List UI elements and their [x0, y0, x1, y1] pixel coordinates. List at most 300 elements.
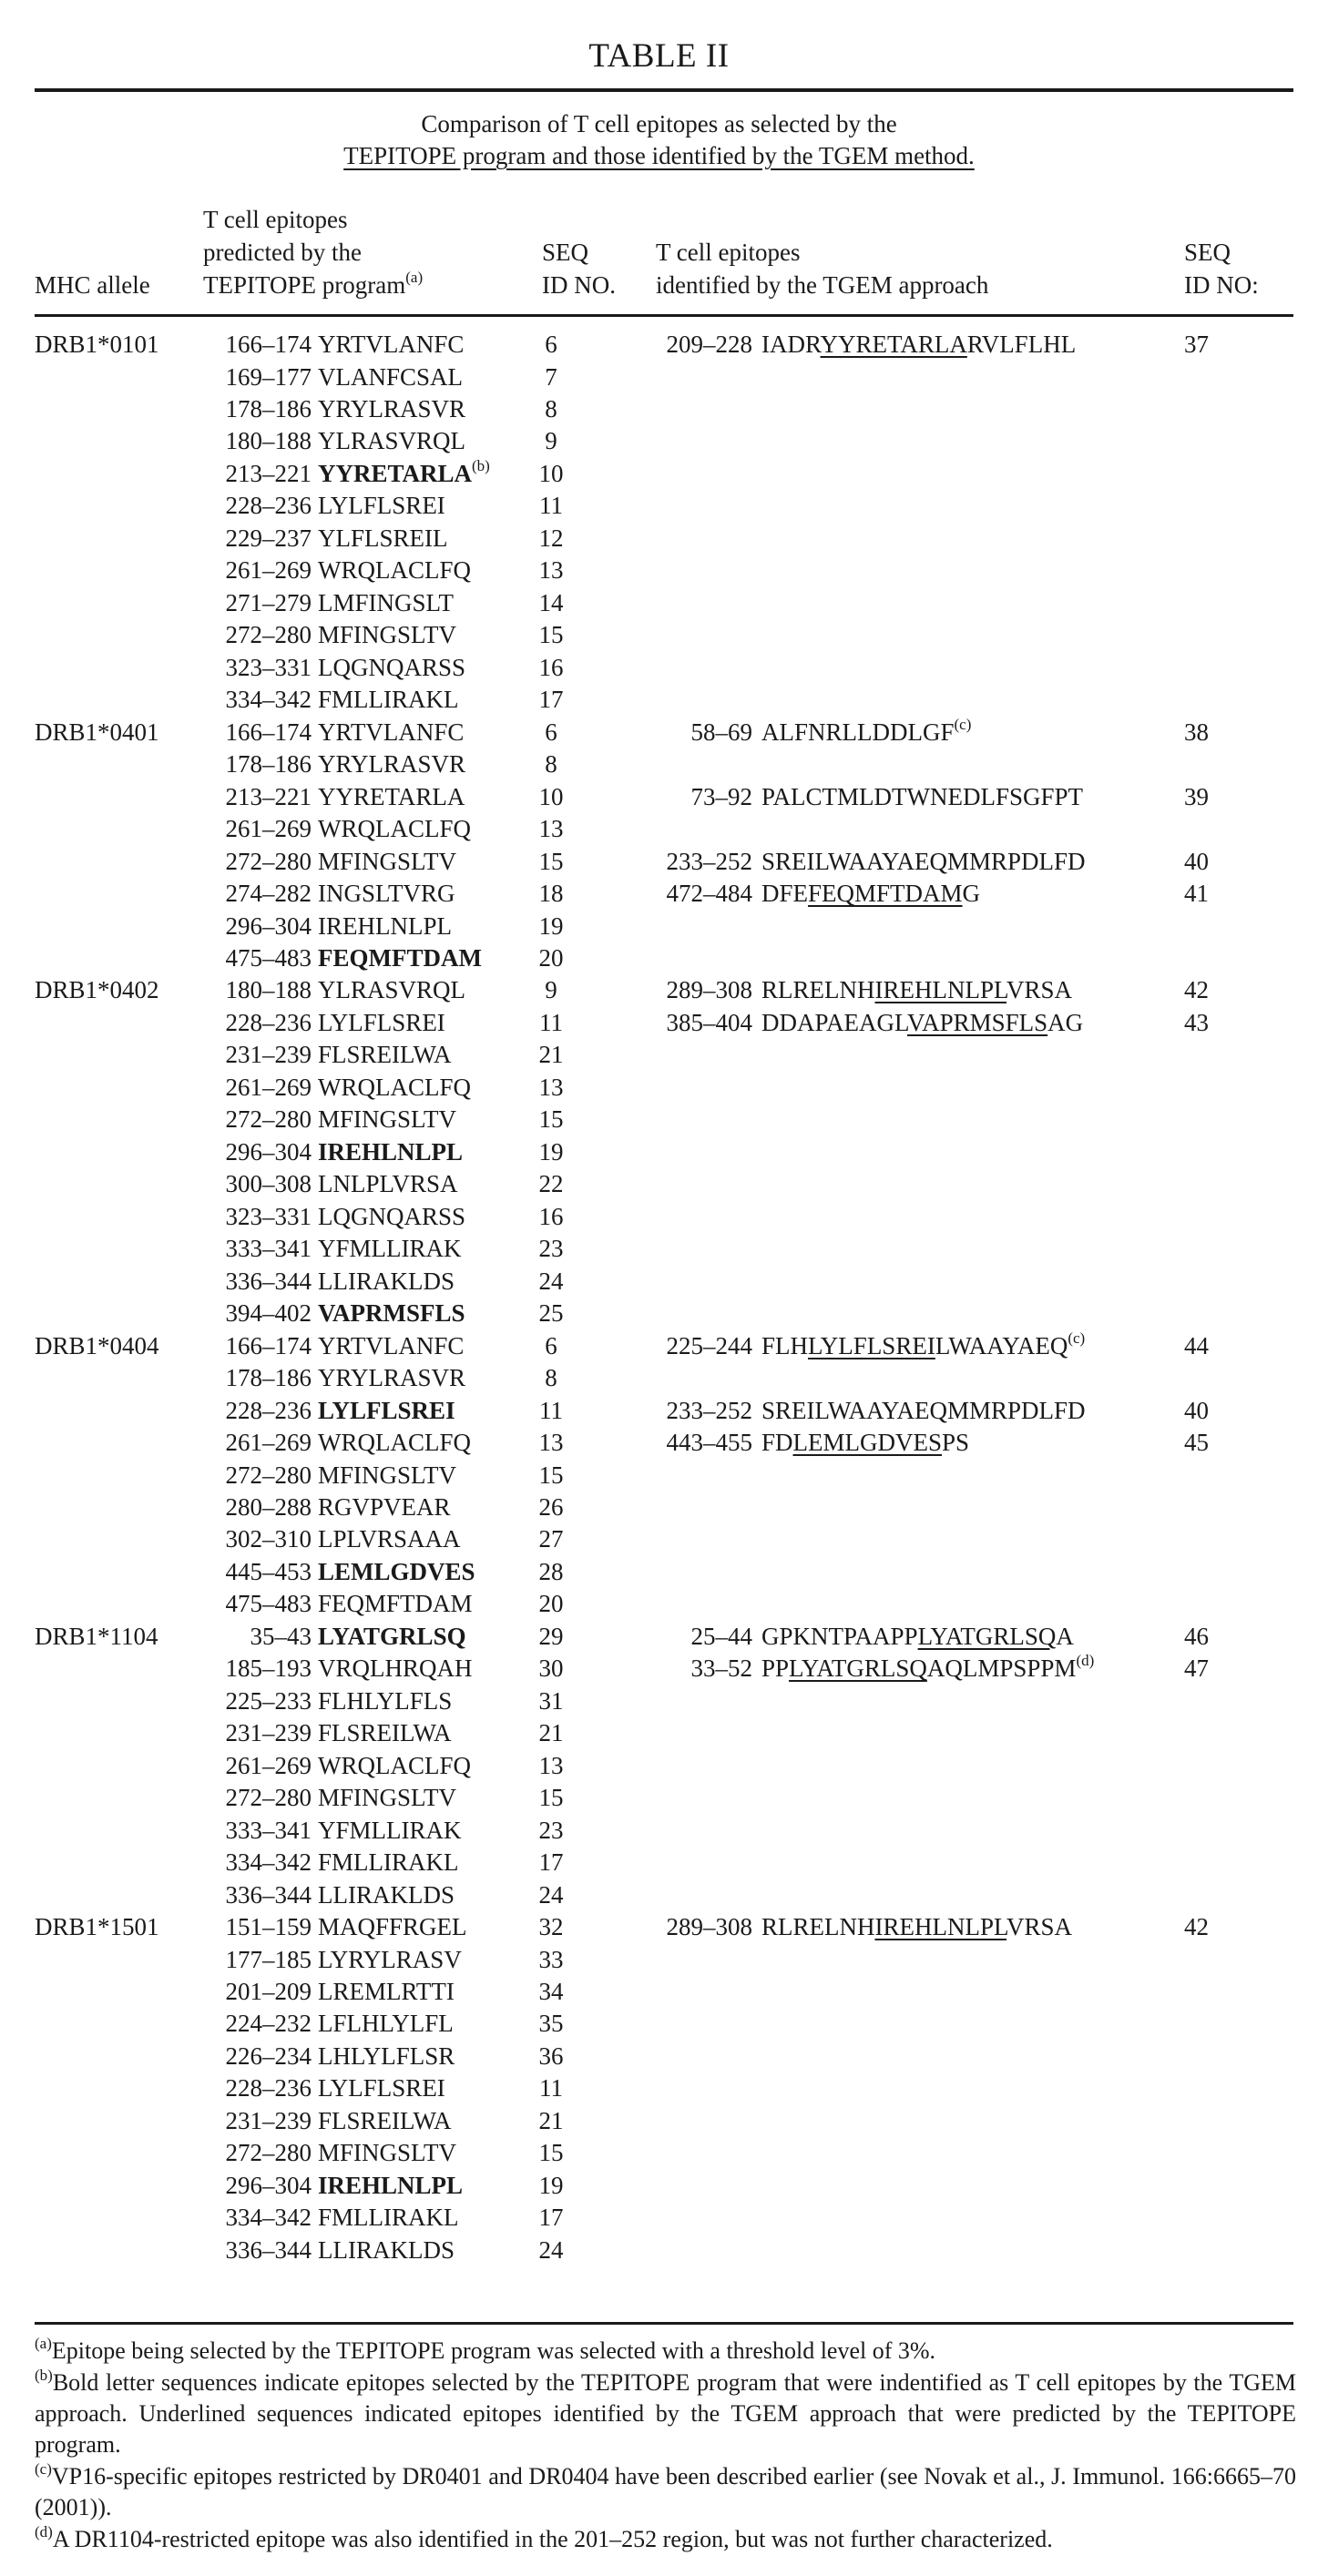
sequence-text: WRQLACLFQ — [318, 815, 471, 842]
sequence-text: LQGNQARSS — [318, 654, 465, 681]
tepitope-seq-id: 15 — [533, 1459, 569, 1492]
tgem-residue-range: 25–44 — [638, 1620, 752, 1653]
tgem-sequence — [761, 1329, 1085, 1362]
sequence-text: YLRASVRQL — [318, 427, 465, 454]
tepitope-sequence — [318, 1846, 459, 1879]
sequence-text: YYRETARLA — [318, 783, 465, 810]
tepitope-residue-range: 231–239 — [199, 1038, 312, 1071]
tepitope-sequence — [318, 910, 452, 942]
table-row — [0, 392, 1318, 425]
tepitope-residue-range: 185–193 — [199, 1652, 312, 1685]
tgem-seq-id: 45 — [1184, 1426, 1209, 1459]
sequence-text: ALFNRLLDDLGF — [761, 718, 955, 746]
table-row — [0, 1459, 1318, 1492]
tepitope-sequence — [318, 1716, 452, 1749]
table-row — [0, 2234, 1318, 2266]
footnote-marker: (d) — [35, 2523, 53, 2540]
footnote-text: A DR1104-restricted epitope was also identified in the 201–252 region, but was not further characterized. — [53, 2526, 1053, 2552]
table-row — [0, 554, 1318, 586]
tepitope-residue-range: 261–269 — [199, 1749, 312, 1782]
sequence-text: DDAPAEAGL — [761, 1009, 907, 1036]
sequence-text: VRQLHRQAH — [318, 1655, 473, 1682]
header-tepitope-line-2: predicted by the — [203, 236, 423, 269]
bold-sequence: IREHLNLPL — [318, 1138, 463, 1166]
table-row — [0, 1879, 1318, 1911]
tepitope-sequence — [318, 2169, 463, 2202]
sequence-text: MFINGSLTV — [318, 2139, 456, 2166]
tepitope-sequence — [318, 2201, 459, 2234]
tepitope-residue-range: 225–233 — [199, 1685, 312, 1717]
header-footnote-marker-a: (a) — [405, 269, 423, 286]
top-rule — [35, 88, 1293, 92]
tepitope-sequence — [318, 1297, 465, 1329]
header-tgem-line-2: identified by the TGEM approach — [656, 269, 988, 301]
tepitope-residue-range: 323–331 — [199, 651, 312, 684]
tgem-sequence — [761, 1394, 1086, 1427]
bold-sequence: LEMLGDVES — [318, 1558, 475, 1585]
table-row — [0, 522, 1318, 555]
sequence-text: DFE — [761, 880, 808, 907]
header-seq-id-left — [542, 236, 616, 301]
table-row — [0, 1394, 1318, 1427]
footnote-marker: (c) — [35, 2460, 52, 2478]
tepitope-sequence — [318, 942, 482, 974]
tgem-residue-range: 73–92 — [638, 780, 752, 813]
sequence-text: PS — [942, 1429, 969, 1456]
sequence-text: LLIRAKLDS — [318, 1881, 455, 1909]
tepitope-sequence — [318, 1814, 462, 1847]
sequence-text: LNLPLVRSA — [318, 1170, 458, 1197]
tepitope-residue-range: 271–279 — [199, 586, 312, 619]
table-row — [0, 1006, 1318, 1039]
table-row — [0, 1522, 1318, 1555]
tgem-sequence — [761, 1652, 1094, 1685]
header-tgem-line-1: T cell epitopes — [656, 236, 988, 269]
tepitope-seq-id: 11 — [533, 2072, 569, 2104]
table-row — [0, 1814, 1318, 1847]
tepitope-seq-id: 31 — [533, 1685, 569, 1717]
sequence-text: LPLVRSAAA — [318, 1525, 461, 1553]
tepitope-residue-range: 261–269 — [199, 1071, 312, 1104]
header-tepitope-line-3-text: TEPITOPE program — [203, 271, 405, 299]
tepitope-seq-id: 18 — [533, 877, 569, 910]
tepitope-seq-id: 25 — [533, 1297, 569, 1329]
tepitope-residue-range: 334–342 — [199, 1846, 312, 1879]
tepitope-seq-id: 17 — [533, 1846, 569, 1879]
sequence-text: WRQLACLFQ — [318, 556, 471, 584]
sequence-text: AQLMPSPPM — [927, 1655, 1077, 1682]
table-row — [0, 1200, 1318, 1233]
table-row — [0, 780, 1318, 813]
tepitope-sequence — [318, 586, 454, 619]
tepitope-sequence — [318, 2104, 452, 2137]
tepitope-residue-range: 333–341 — [199, 1232, 312, 1265]
tgem-residue-range: 209–228 — [638, 328, 752, 361]
tepitope-residue-range: 261–269 — [199, 1426, 312, 1459]
tepitope-seq-id: 11 — [533, 489, 569, 522]
tepitope-seq-id: 26 — [533, 1491, 569, 1523]
underlined-sequence: IREHLNLPL — [875, 976, 1007, 1003]
sequence-text: LMFINGSLT — [318, 589, 454, 616]
tepitope-residue-range: 178–186 — [199, 748, 312, 780]
tepitope-residue-range: 334–342 — [199, 2201, 312, 2234]
tepitope-seq-id: 13 — [533, 812, 569, 845]
tepitope-residue-range: 166–174 — [199, 328, 312, 361]
table-row — [0, 1135, 1318, 1168]
table-row — [0, 1555, 1318, 1588]
tepitope-sequence — [318, 1459, 456, 1492]
tepitope-residue-range: 336–344 — [199, 1879, 312, 1911]
tepitope-seq-id: 22 — [533, 1167, 569, 1200]
table-row — [0, 910, 1318, 942]
tepitope-sequence — [318, 651, 465, 684]
footnote-text: Bold letter sequences indicate epitopes selected by the TEPITOPE program that were indentified as T cell epitopes by the TGEM approach. Underlined sequences indicated epitopes identified by the TGEM approach that were predicted by the TEPITOPE program. — [35, 2369, 1296, 2458]
table-row — [0, 328, 1318, 361]
tepitope-seq-id: 6 — [533, 1329, 569, 1362]
tepitope-sequence — [318, 392, 465, 425]
sequence-text: FLHLYLFLS — [318, 1687, 452, 1715]
tepitope-residue-range: 333–341 — [199, 1814, 312, 1847]
sequence-text: FD — [761, 1429, 793, 1456]
bold-sequence: VAPRMSFLS — [318, 1299, 465, 1327]
tepitope-residue-range: 178–186 — [199, 1361, 312, 1394]
footnote-text: VP16-specific epitopes restricted by DR0401 and DR0404 have been described earlier (see Novak et al., J. Immunol. 166:6665–70 (2001)). — [35, 2463, 1296, 2520]
table-row — [0, 748, 1318, 780]
tepitope-sequence — [318, 973, 465, 1006]
tepitope-residue-range: 226–234 — [199, 2040, 312, 2072]
tepitope-seq-id: 33 — [533, 1943, 569, 1976]
table-row — [0, 1975, 1318, 2008]
table-row — [0, 1685, 1318, 1717]
tepitope-sequence — [318, 1652, 473, 1685]
tepitope-seq-id: 11 — [533, 1006, 569, 1039]
underlined-sequence: FEQMFTDAM — [808, 880, 963, 907]
tepitope-residue-range: 166–174 — [199, 1329, 312, 1362]
document-page — [0, 0, 1318, 2576]
footnote-marker: (b) — [472, 457, 490, 474]
tepitope-seq-id: 36 — [533, 2040, 569, 2072]
sequence-text: LFLHLYLFL — [318, 2010, 454, 2037]
tepitope-residue-range: 323–331 — [199, 1200, 312, 1233]
tepitope-residue-range: 180–188 — [199, 973, 312, 1006]
header-seq-id-left-line-2: ID NO. — [542, 269, 616, 301]
mhc-allele: DRB1*1104 — [35, 1620, 158, 1653]
table-row — [0, 1167, 1318, 1200]
tepitope-sequence — [318, 1975, 455, 2008]
table-row — [0, 716, 1318, 748]
sequence-text: PALCTMLDTWNEDLFSGFPT — [761, 783, 1083, 810]
table-row — [0, 1297, 1318, 1329]
tepitope-residue-range: 228–236 — [199, 1394, 312, 1427]
tepitope-residue-range: 213–221 — [199, 457, 312, 490]
tepitope-sequence — [318, 489, 445, 522]
tepitope-residue-range: 169–177 — [199, 361, 312, 393]
table-row — [0, 618, 1318, 651]
tepitope-seq-id: 19 — [533, 2169, 569, 2202]
sequence-text: MFINGSLTV — [318, 1784, 456, 1811]
tepitope-residue-range: 296–304 — [199, 2169, 312, 2202]
sequence-text: YFMLLIRAK — [318, 1817, 462, 1844]
tepitope-residue-range: 213–221 — [199, 780, 312, 813]
bold-sequence: YYRETARLA — [318, 460, 472, 487]
footnote-c — [35, 2461, 1296, 2523]
tgem-residue-range: 233–252 — [638, 845, 752, 878]
table-row — [0, 1587, 1318, 1620]
tepitope-sequence — [318, 618, 456, 651]
tepitope-seq-id: 32 — [533, 1910, 569, 1943]
table-row — [0, 2007, 1318, 2040]
table-row — [0, 1329, 1318, 1362]
sequence-text: LLIRAKLDS — [318, 2236, 455, 2264]
tgem-seq-id: 44 — [1184, 1329, 1209, 1362]
underlined-sequence: IREHLNLPL — [875, 1913, 1007, 1940]
underlined-sequence: YYRETARLA — [821, 331, 967, 358]
bold-sequence: LYLFLSREI — [318, 1397, 455, 1424]
tgem-sequence — [761, 328, 1076, 361]
sequence-text: FLSREILWA — [318, 1041, 452, 1068]
tgem-sequence — [761, 877, 980, 910]
tepitope-sequence — [318, 1685, 452, 1717]
sequence-text: FMLLIRAKL — [318, 1848, 459, 1876]
table-row — [0, 489, 1318, 522]
sequence-text: PP — [761, 1655, 789, 1682]
table-row — [0, 812, 1318, 845]
table-row — [0, 1910, 1318, 1943]
sequence-text: SREILWAAYAEQMMRPDLFD — [761, 1397, 1086, 1424]
tepitope-seq-id: 28 — [533, 1555, 569, 1588]
table-row — [0, 586, 1318, 619]
tepitope-sequence — [318, 1910, 467, 1943]
tepitope-residue-range: 228–236 — [199, 489, 312, 522]
sequence-text: VLANFCSAL — [318, 363, 463, 391]
tepitope-sequence — [318, 1555, 475, 1588]
tepitope-sequence — [318, 780, 465, 813]
table-row — [0, 1620, 1318, 1653]
tgem-sequence — [761, 716, 971, 748]
sequence-text: WRQLACLFQ — [318, 1752, 471, 1779]
tepitope-seq-id: 17 — [533, 683, 569, 716]
tgem-sequence — [761, 973, 1072, 1006]
sequence-text: LLIRAKLDS — [318, 1268, 455, 1295]
tepitope-residue-range: 35–43 — [199, 1620, 312, 1653]
tgem-sequence — [761, 845, 1086, 878]
tgem-residue-range: 385–404 — [638, 1006, 752, 1039]
tgem-residue-range: 225–244 — [638, 1329, 752, 1362]
tepitope-sequence — [318, 748, 465, 780]
tepitope-sequence — [318, 522, 448, 555]
sequence-text: INGSLTVRG — [318, 880, 455, 907]
tepitope-residue-range: 274–282 — [199, 877, 312, 910]
tepitope-sequence — [318, 1167, 458, 1200]
tepitope-sequence — [318, 1522, 461, 1555]
tepitope-sequence — [318, 1491, 451, 1523]
tepitope-seq-id: 13 — [533, 1071, 569, 1104]
tepitope-residue-range: 228–236 — [199, 2072, 312, 2104]
tgem-seq-id: 38 — [1184, 716, 1209, 748]
sequence-text: MFINGSLTV — [318, 1461, 456, 1489]
tepitope-seq-id: 6 — [533, 716, 569, 748]
table-row — [0, 2104, 1318, 2137]
footnote-marker: (d) — [1076, 1652, 1094, 1669]
sequence-text: VRSA — [1006, 976, 1072, 1003]
table-row — [0, 1265, 1318, 1298]
tgem-seq-id: 42 — [1184, 1910, 1209, 1943]
tepitope-residue-range: 228–236 — [199, 1006, 312, 1039]
tepitope-seq-id: 16 — [533, 651, 569, 684]
tepitope-sequence — [318, 1426, 471, 1459]
bold-sequence: FEQMFTDAM — [318, 944, 482, 972]
header-seq-id-right-line-1: SEQ — [1184, 236, 1259, 269]
table-row — [0, 942, 1318, 974]
tepitope-residue-range: 272–280 — [199, 845, 312, 878]
tgem-residue-range: 58–69 — [638, 716, 752, 748]
tepitope-seq-id: 21 — [533, 1716, 569, 1749]
footnote-text: Epitope being selected by the TEPITOPE program was selected with a threshold level of 3%. — [52, 2337, 935, 2364]
tepitope-sequence — [318, 1135, 463, 1168]
tepitope-residue-range: 178–186 — [199, 392, 312, 425]
sequence-text: LYRYLRASV — [318, 1946, 462, 1973]
tgem-sequence — [761, 1910, 1072, 1943]
header-seq-id-left-line-1: SEQ — [542, 236, 616, 269]
sequence-text: SREILWAAYAEQMMRPDLFD — [761, 848, 1086, 875]
tgem-seq-id: 40 — [1184, 845, 1209, 878]
tepitope-sequence — [318, 2072, 445, 2104]
tepitope-seq-id: 13 — [533, 554, 569, 586]
bold-sequence: LYATGRLSQ — [318, 1623, 466, 1650]
tepitope-residue-range: 334–342 — [199, 683, 312, 716]
tepitope-sequence — [318, 1620, 466, 1653]
table-row — [0, 457, 1318, 490]
tepitope-residue-range: 475–483 — [199, 942, 312, 974]
underlined-sequence: LYLFLSREI — [808, 1332, 935, 1359]
tgem-residue-range: 33–52 — [638, 1652, 752, 1685]
tepitope-seq-id: 23 — [533, 1814, 569, 1847]
sequence-text: YLRASVRQL — [318, 976, 465, 1003]
tepitope-seq-id: 30 — [533, 1652, 569, 1685]
tepitope-sequence — [318, 1749, 471, 1782]
header-tepitope-line-1: T cell epitopes — [203, 203, 423, 236]
tepitope-seq-id: 12 — [533, 522, 569, 555]
tepitope-seq-id: 11 — [533, 1394, 569, 1427]
sequence-text: MFINGSLTV — [318, 621, 456, 648]
tepitope-sequence — [318, 2136, 456, 2169]
tepitope-residue-range: 394–402 — [199, 1297, 312, 1329]
table-row — [0, 683, 1318, 716]
tgem-seq-id: 43 — [1184, 1006, 1209, 1039]
sequence-text: RGVPVEAR — [318, 1493, 451, 1521]
footnote-marker: (c) — [1068, 1329, 1085, 1347]
tgem-seq-id: 41 — [1184, 877, 1209, 910]
table-caption-line-1: Comparison of T cell epitopes as selected by the — [0, 110, 1318, 138]
table-row — [0, 1716, 1318, 1749]
tgem-residue-range: 289–308 — [638, 973, 752, 1006]
tepitope-sequence — [318, 2007, 454, 2040]
sequence-text: YRYLRASVR — [318, 395, 465, 423]
table-row — [0, 2136, 1318, 2169]
tepitope-seq-id: 24 — [533, 1879, 569, 1911]
tepitope-residue-range: 224–232 — [199, 2007, 312, 2040]
tepitope-residue-range: 336–344 — [199, 2234, 312, 2266]
tepitope-residue-range: 272–280 — [199, 2136, 312, 2169]
sequence-text: LYLFLSREI — [318, 2074, 445, 2102]
header-mhc-allele: MHC allele — [35, 269, 150, 301]
mhc-allele: DRB1*0402 — [35, 973, 159, 1006]
tepitope-residue-range: 272–280 — [199, 1459, 312, 1492]
table-row — [0, 651, 1318, 684]
tepitope-seq-id: 19 — [533, 910, 569, 942]
tepitope-sequence — [318, 457, 490, 490]
sequence-text: G — [963, 880, 981, 907]
mhc-allele: DRB1*0101 — [35, 328, 159, 361]
tepitope-sequence — [318, 1200, 465, 1233]
mhc-allele: DRB1*0401 — [35, 716, 159, 748]
sequence-text: LWAAYAEQ — [935, 1332, 1068, 1359]
table-row — [0, 1781, 1318, 1814]
sequence-text: YRYLRASVR — [318, 1364, 465, 1391]
tepitope-residue-range: 445–453 — [199, 1555, 312, 1588]
tepitope-seq-id: 15 — [533, 845, 569, 878]
sequence-text: FLSREILWA — [318, 2107, 452, 2134]
tepitope-seq-id: 15 — [533, 1103, 569, 1135]
tepitope-seq-id: 20 — [533, 942, 569, 974]
table-row — [0, 1652, 1318, 1685]
tepitope-residue-range: 280–288 — [199, 1491, 312, 1523]
header-seq-id-right — [1184, 236, 1259, 301]
table-row — [0, 1749, 1318, 1782]
tgem-seq-id: 39 — [1184, 780, 1209, 813]
tepitope-seq-id: 17 — [533, 2201, 569, 2234]
sequence-text: YRTVLANFC — [318, 1332, 464, 1359]
tepitope-sequence — [318, 328, 464, 361]
tepitope-residue-range: 229–237 — [199, 522, 312, 555]
tepitope-seq-id: 15 — [533, 2136, 569, 2169]
tepitope-seq-id: 20 — [533, 1587, 569, 1620]
tepitope-residue-range: 261–269 — [199, 554, 312, 586]
header-seq-id-right-line-2: ID NO: — [1184, 269, 1259, 301]
sequence-text: VRSA — [1006, 1913, 1072, 1940]
tepitope-residue-range: 300–308 — [199, 1167, 312, 1200]
tepitope-seq-id: 19 — [533, 1135, 569, 1168]
sequence-text: AG — [1047, 1009, 1083, 1036]
tgem-residue-range: 472–484 — [638, 877, 752, 910]
sequence-text: RVLFLHL — [967, 331, 1076, 358]
tepitope-residue-range: 166–174 — [199, 716, 312, 748]
table-row — [0, 1426, 1318, 1459]
tepitope-seq-id: 23 — [533, 1232, 569, 1265]
table-row — [0, 2072, 1318, 2104]
tgem-residue-range: 443–455 — [638, 1426, 752, 1459]
tepitope-sequence — [318, 1038, 452, 1071]
tepitope-residue-range: 272–280 — [199, 618, 312, 651]
sequence-text: LQGNQARSS — [318, 1203, 465, 1230]
sequence-text: GPKNTPAAPP — [761, 1623, 918, 1650]
footnote-marker: (b) — [35, 2367, 53, 2384]
tepitope-residue-range: 272–280 — [199, 1781, 312, 1814]
tepitope-residue-range: 151–159 — [199, 1910, 312, 1943]
mhc-allele: DRB1*1501 — [35, 1910, 159, 1943]
header-tepitope-line-3 — [203, 269, 423, 301]
table-row — [0, 877, 1318, 910]
tepitope-sequence — [318, 424, 465, 457]
tgem-seq-id: 47 — [1184, 1652, 1209, 1685]
tgem-sequence — [761, 780, 1083, 813]
table-caption-line-2 — [0, 142, 1318, 170]
tepitope-seq-id: 7 — [533, 361, 569, 393]
sequence-text: YFMLLIRAK — [318, 1235, 462, 1262]
tepitope-sequence — [318, 845, 456, 878]
tepitope-seq-id: 27 — [533, 1522, 569, 1555]
tepitope-seq-id: 8 — [533, 748, 569, 780]
